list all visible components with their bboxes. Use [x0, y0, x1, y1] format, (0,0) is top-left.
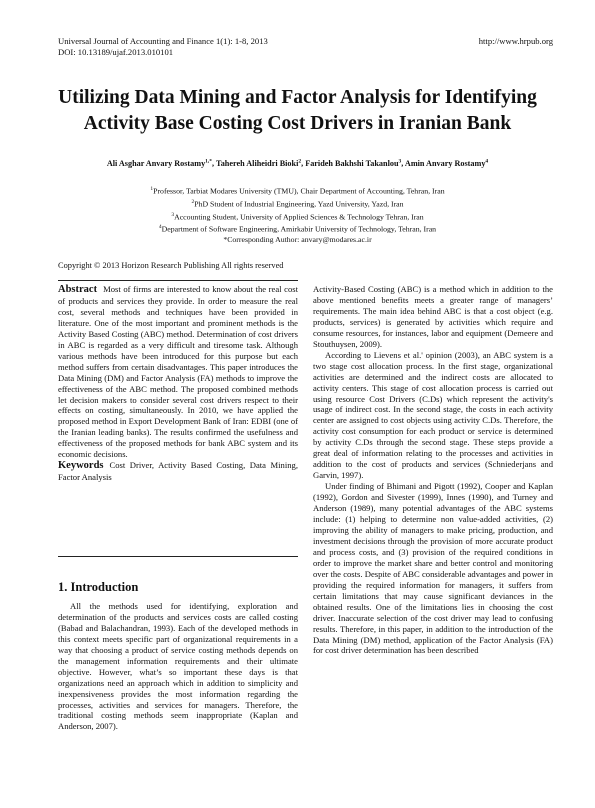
author-list: [40, 158, 555, 168]
author: Amin Anvary Rostamy$^4$: [404, 158, 489, 168]
paragraph: According to Lievens et al.' opinion (2003), an ABC system is a two stage cost allocation process. In the first stage, organizational activities are determined and the indirect costs are allocated to activity centers. This stage of cost allocation process is carried out using resource Cost Drivers (C.Ds) which represent the activity's usage of indirect cost. In the second stage, the costs in each activity center are assigned to cost objects using activity C.Ds. Therefore, the activity cost consumption for each product or service is determined by activity C.Ds through the second stage. These steps provide a great deal of information relating to the processes and activities in addition to the cost of products and services (Schniederjans and Garvin, 1997).: [313, 349, 553, 481]
paragraph: Activity-Based Costing (ABC) is a method which in addition to the above mentioned benefits meets a greater range of managers’ requirements. The main idea behind ABC is that a cost object (e.g. products, services) is generated by activities which require and consume resources, for instances, labor and equipment (Demeere and Stouthuysen, 2009).: [313, 284, 553, 349]
copyright-notice: Copyright © 2013 Horizon Research Publishing All rights reserved: [58, 261, 284, 270]
left-column: [58, 284, 298, 483]
keywords: [58, 460, 298, 483]
right-column: [313, 284, 553, 656]
author: Tahereh Aliheidri Bioki$^2$,: [216, 158, 306, 168]
corresponding-author: *Corresponding Author: anvary@modares.ac.ir: [223, 235, 372, 245]
title-line-1: Utilizing Data Mining and Factor Analysis for Identifying: [58, 87, 537, 108]
affiliation: $^3$Accounting Student, University of Applied Sciences & Technology Tehran, Iran: [171, 211, 424, 222]
doi: DOI: 10.13189/ujaf.2013.010101: [58, 47, 174, 57]
author: Ali Asghar Anvary Rostamy$^{1,*}$,: [106, 158, 216, 168]
divider: [58, 280, 298, 281]
abstract-text: Most of firms are interested to know about the real cost of products and services they provide. In order to measure the real cost, several methods and techniques have been provided in literature. One of the most important and prominent methods is the Activity Based Costing (ABC) method. Determination of cost drivers in ABC is regarded as a very difficult and tiresome task. Although various methods have been introduced for this purpose but each method suffers from certain disadvantages. This paper introduces the Data Mining (DM) and Factor Analysis (FA) methods to improve the effectiveness of the ABC method. The proposed combined methods let decision makers to consider several cost drivers respect to their effects on costing, simultaneously. In 2010, we have applied the proposed method in Export Development Bank of Iran: EDBI (one of the Iranian leading banks). The results confirmed the usefulness and effectiveness of the proposed methods for bank ABC system and its economic decisions.: [58, 284, 298, 460]
affiliation: $^1$Professor, Tarbiat Modares University (TMU), Chair Department of Accounting, Tehran, Iran: [150, 186, 445, 196]
abstract: [58, 284, 298, 460]
introduction-section: [58, 582, 298, 732]
abstract-label: Abstract: [58, 284, 98, 295]
title-line-2: Activity Base Costing Cost Drivers in Iranian Bank: [83, 113, 512, 134]
section-heading: 1. Introduction: [58, 580, 139, 594]
keywords-text: Cost Driver, Activity Based Costing, Data Mining, Factor Analysis: [58, 460, 298, 483]
paragraph: All the methods used for identifying, exploration and determination of the products and services costs are called costing (Babad and Balachandran, 1993). Each of the developed methods in this context meets specific part of organizational requirements in a way that choosing a product of service costing methods depends on the management information requirements and their ultimate objective. However, what’s so important these days is that organizations need an approach which in addition to simplicity and inexpensiveness provides the most information regarding the processes, activities and services for managers. Therefore, the traditional costing methods seem inappropriate (Kaplan and Anderson, 2007).: [58, 600, 298, 732]
journal-citation: Universal Journal of Accounting and Finance 1(1): 1-8, 2013: [58, 36, 268, 46]
affiliations: [40, 184, 555, 245]
paper-title: [40, 85, 555, 137]
journal-url[interactable]: http://www.hrpub.org: [478, 36, 553, 46]
affiliation: $^2$PhD Student of Industrial Engineering, Yazd University, Yazd, Iran: [191, 198, 404, 209]
running-header: [58, 36, 268, 58]
author: Farideh Bakhshi Takanlou$^3$,: [305, 158, 405, 168]
affiliation: $^4$Department of Software Engineering, Amirkabir University of Technology, Tehran, Iran: [158, 224, 437, 234]
paragraph: Under finding of Bhimani and Pigott (1992), Cooper and Kaplan (1992), Gordon and Sivester (1999), Innes (1990), and Turney and Anderson (1989), many potential advantages of the ABC systems include: (1) helping to determine non value-added activities, (2) improving the ability of managers to make pricing, production, and investment decisions through the provision of more accurate product and process costs, and (3) provision of the required conditions in order to improve the market share and better control and monitoring over the costs. Despite of ABC considerable advantages and power in providing the required information for managers, it suffers from certain limitations that may cause significant deviances in the obtained results. One of the limitations lies in choosing the cost driver. Inaccurate selection of the cost driver may lead to confusing results. Therefore, in this paper, in addition to the introduction of the Data Mining (DM) method, application of the Factor Analysis (FA) for cost driver determination has been described: [313, 481, 553, 656]
divider: [58, 556, 298, 557]
keywords-label: Keywords: [58, 460, 104, 472]
